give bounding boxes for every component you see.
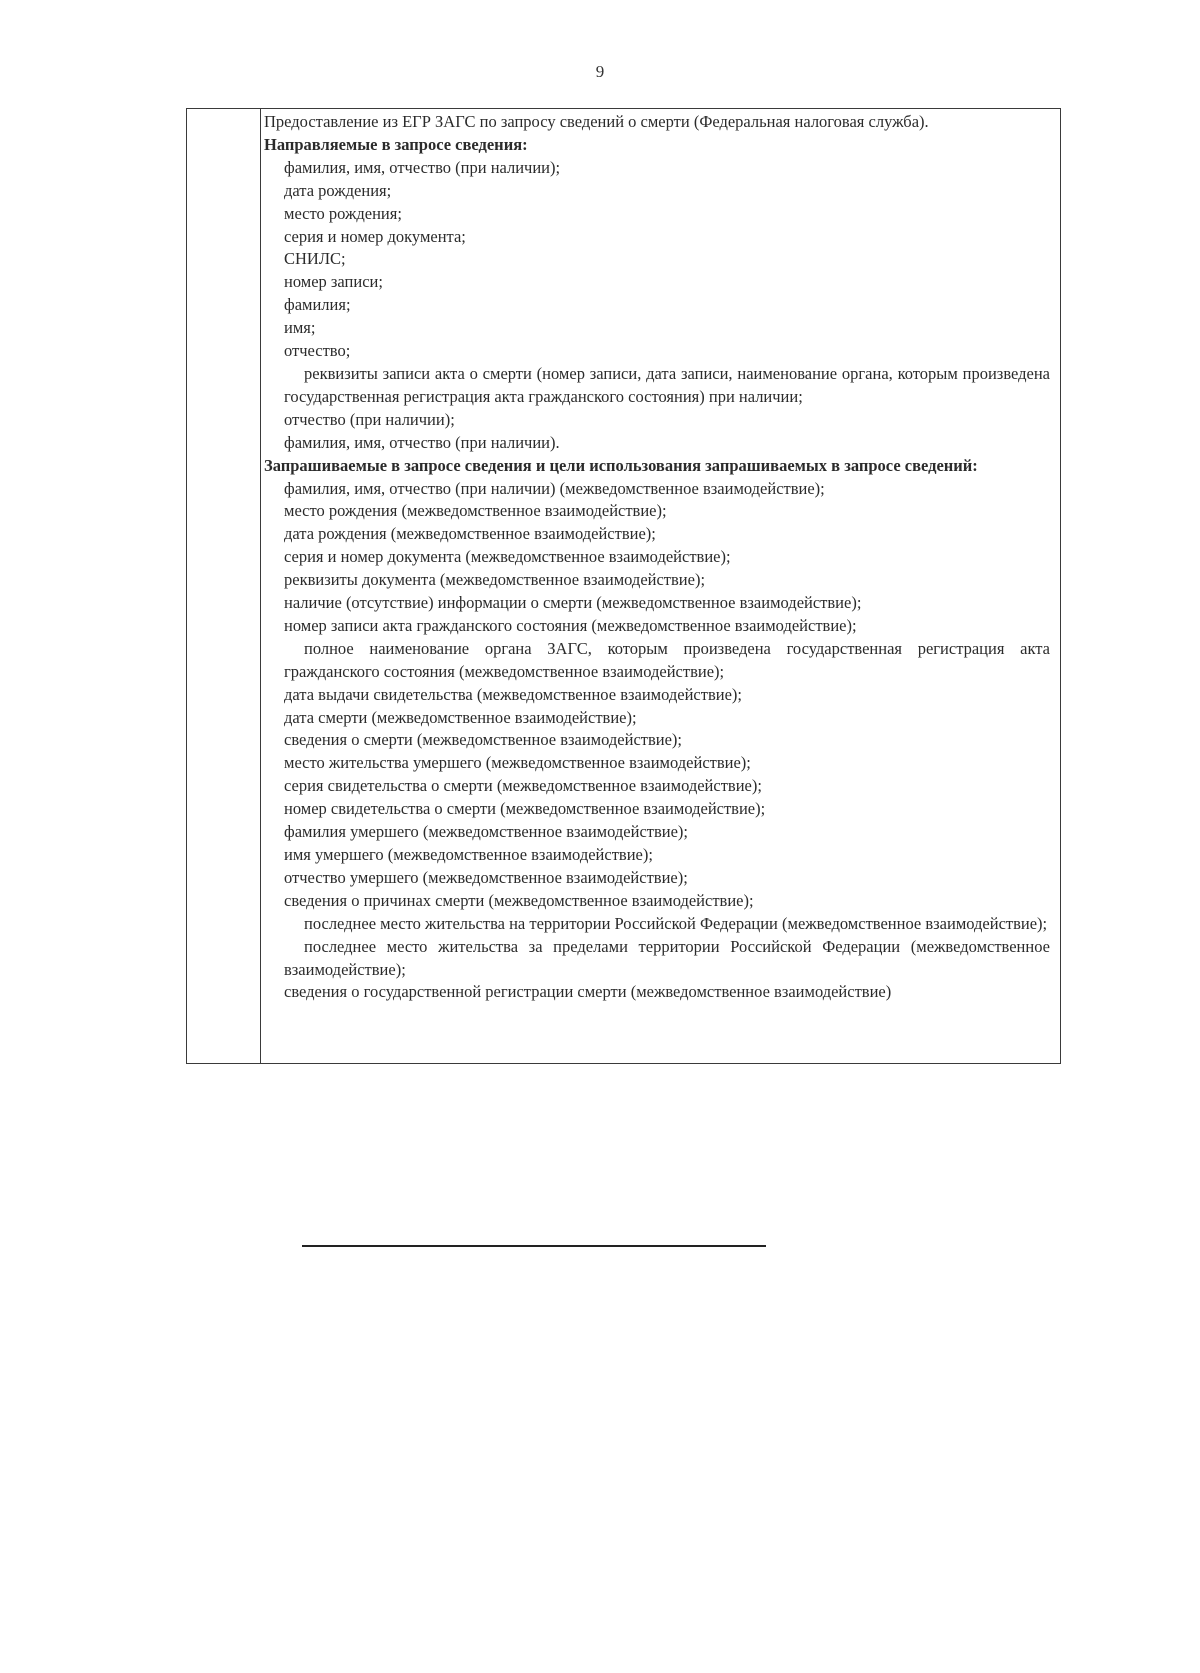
sent-item: дата рождения; [284,180,392,200]
requested-item: номер записи акта гражданского состояния (межведомственное взаимодействие); [284,615,857,635]
requested-item: сведения о смерти (межведомственное взаимодействие); [284,730,683,750]
requested-item: серия и номер документа (межведомственное взаимодействие); [284,547,731,567]
requested-item: отчество умершего (межведомственное взаимодействие); [284,867,688,887]
sent-item: отчество (при наличии); [284,409,455,429]
sent-item: серия и номер документа; [284,226,466,246]
requested-item: последнее место жительства за пределами территории Российской Федерации (межведомственное взаимодействие); [284,936,1050,979]
requested-item: номер свидетельства о смерти (межведомственное взаимодействие); [284,799,766,819]
requested-item: имя умершего (межведомственное взаимодействие); [284,845,653,864]
requested-item: фамилия умершего (межведомственное взаимодействие); [284,822,689,842]
requested-item: серия свидетельства о смерти (межведомственное взаимодействие); [284,776,762,796]
requested-item: фамилия, имя, отчество (при наличии) (межведомственное взаимодействие); [284,478,825,498]
sent-item: фамилия, имя, отчество (при наличии). [284,432,560,452]
sent-item: фамилия; [284,295,351,315]
requested-item: сведения о причинах смерти (межведомственное взаимодействие); [284,890,754,910]
table-content-cell [264,111,1050,1004]
requested-item: дата рождения (межведомственное взаимодействие); [284,524,656,544]
requested-item: полное наименование органа ЗАГС, которым произведена государственная регистрация акта гражданского состояния (межведомственное взаимодействие); [284,638,1050,681]
sent-item: отчество; [284,341,351,361]
sent-item: СНИЛС; [284,249,346,269]
requested-item: место жительства умершего (межведомственное взаимодействие); [284,753,751,773]
requested-item: наличие (отсутствие) информации о смерти (межведомственное взаимодействие); [284,593,862,613]
sent-item: имя; [284,318,316,338]
requested-data-heading: Запрашиваемые в запросе сведения и цели использования запрашиваемых в запросе сведений: [264,455,978,475]
requested-item: место рождения (межведомственное взаимодействие); [284,501,667,521]
intro-text: Предоставление из ЕГР ЗАГС по запросу сведений о смерти (Федеральная налоговая служба). [264,112,929,131]
sent-item: фамилия, имя, отчество (при наличии); [284,157,561,177]
closing-rule [302,1245,766,1247]
document-table [186,108,1061,1064]
sent-data-heading: Направляемые в запросе сведения: [264,134,528,154]
requested-item: реквизиты документа (межведомственное взаимодействие); [284,570,706,590]
page-number: 9 [595,62,605,81]
requested-item: дата выдачи свидетельства (межведомственное взаимодействие); [284,684,742,704]
requested-item: последнее место жительства на территории Российской Федерации (межведомственное взаимодействие); [304,913,1048,933]
requested-item: дата смерти (межведомственное взаимодействие); [284,707,637,727]
requested-item: сведения о государственной регистрации смерти (межведомственное взаимодействие) [284,982,892,1002]
column-divider [260,109,261,1063]
sent-item: номер записи; [284,272,383,292]
sent-item: место рождения; [284,203,402,223]
sent-item: реквизиты записи акта о смерти (номер записи, дата записи, наименование органа, которым произведена государственная регистрация акта гражданского состояния) при наличии; [284,363,1050,406]
